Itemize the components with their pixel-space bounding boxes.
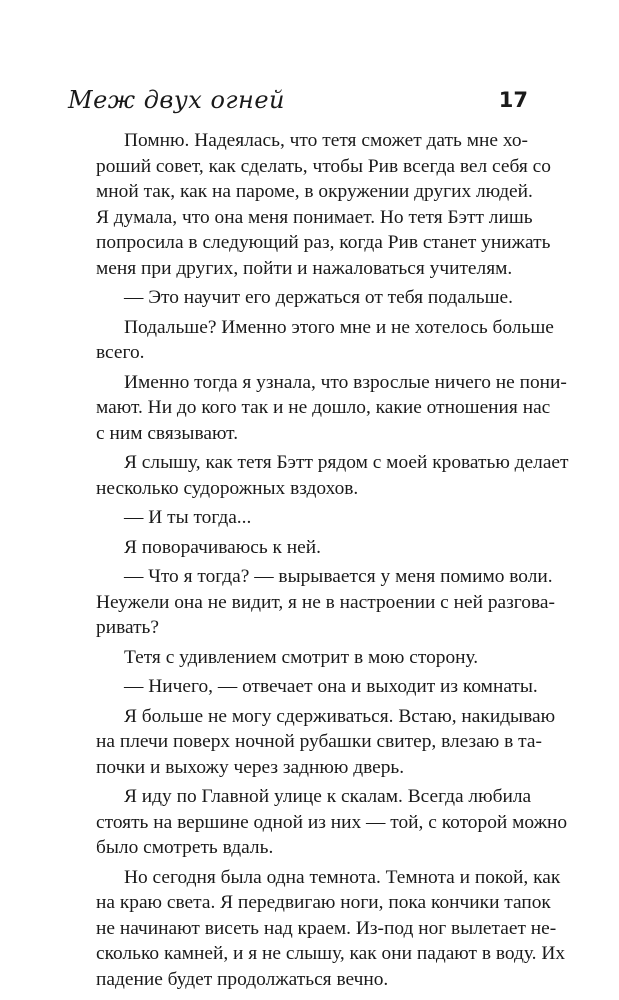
paragraph [96, 535, 528, 561]
text-line: на плечи поверх ночной рубашки свитер, влезаю в та- [96, 731, 542, 752]
text-line: попросила в следующий раз, когда Рив станет унижать [96, 232, 551, 253]
page-header [68, 86, 528, 122]
text-line: стоять на вершине одной из них — той, с которой можно [96, 811, 568, 833]
text-line: ривать? [96, 617, 160, 638]
text-line: сколько камней, и я не слышу, как они падают в воду. Их [96, 943, 566, 964]
text-line: — Это научит его держаться от тебя подальше. [124, 287, 513, 308]
text-line: Тетя с удивлением смотрит в мою сторону. [124, 646, 479, 668]
text-line: роший совет, как сделать, чтобы Рив всегда вел себя со [96, 155, 551, 177]
page-number: 17 [498, 88, 528, 112]
paragraph [96, 505, 528, 531]
text-line: Неужели она не видит, я не в настроении с ней разгова- [96, 591, 555, 613]
text-line: — Что я тогда? — вырывается у меня помимо воли. [124, 566, 553, 587]
text-line: не начинают висеть над краем. Из-под ног вылетает не- [96, 917, 557, 939]
body-text [96, 128, 569, 992]
text-line: Подальше? Именно этого мне и не хотелось больше [124, 316, 554, 338]
text-line: меня при других, пойти и нажаловаться учителям. [96, 257, 513, 279]
text-line: Я слышу, как тетя Бэтт рядом с моей кроватью делает [124, 452, 569, 473]
text-line: Я иду по Главной улице к скалам. Всегда любила [124, 786, 532, 807]
text-line: Но сегодня была одна темнота. Темнота и покой, как [124, 866, 561, 888]
text-line: всего. [96, 342, 145, 363]
text-line: Именно тогда я узнала, что взрослые ничего не пони- [124, 371, 567, 393]
running-title: Меж двух огней [68, 86, 285, 114]
paragraph [96, 784, 568, 861]
paragraph [96, 285, 528, 311]
paragraph [96, 865, 566, 993]
paragraph [96, 704, 556, 781]
text-line: почки и выхожу через заднюю дверь. [96, 756, 405, 778]
text-line: падение будет продолжаться вечно. [96, 968, 389, 990]
text-line: несколько судорожных вздохов. [96, 477, 359, 499]
text-line: на краю света. Я передвигаю ноги, пока кончики тапок [96, 892, 551, 913]
paragraph [96, 450, 569, 501]
text-line: — И ты тогда... [124, 507, 252, 528]
paragraph [96, 564, 555, 641]
paragraph [96, 315, 554, 366]
text-line: — Ничего, — отвечает она и выходит из комнаты. [124, 676, 538, 697]
text-line: Я поворачиваюсь к ней. [124, 536, 321, 558]
text-line: Я думала, что она меня понимает. Но тетя Бэтт лишь [96, 206, 533, 228]
paragraph [96, 674, 538, 700]
text-line: мают. Ни до кого так и не дошло, какие отношения нас [96, 397, 551, 418]
paragraph [96, 128, 551, 281]
text-line: Я больше не могу сдерживаться. Встаю, накидываю [124, 705, 556, 727]
text-line: с ним связывают. [96, 422, 239, 444]
paragraph [96, 370, 567, 447]
text-line: мной так, как на пароме, в окружении других людей. [96, 181, 533, 202]
text-line: Помню. Надеялась, что тетя сможет дать мне хо- [124, 130, 528, 151]
text-line: было смотреть вдаль. [96, 837, 274, 858]
paragraph [96, 645, 528, 671]
